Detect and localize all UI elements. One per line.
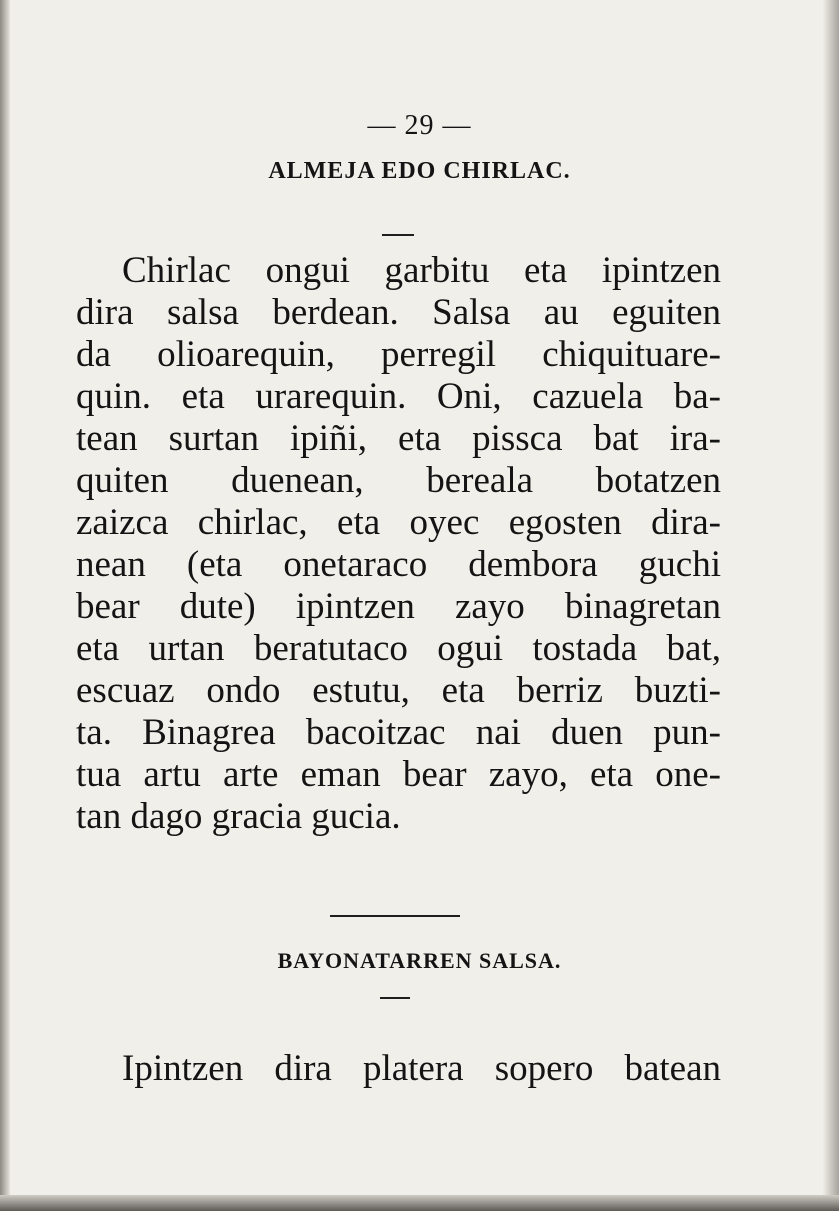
text-line: nean (eta onetaraco dembora guchi [76, 544, 721, 585]
text-line: tan dago gracia gucia. [76, 796, 401, 837]
text-line: escuaz ondo estutu, eta berriz buzti- [76, 670, 721, 711]
section-title-almeja: ALMEJA EDO CHIRLAC. [268, 158, 571, 184]
section-title-bayonatarren: BAYONATARREN SALSA. [277, 948, 562, 973]
page-number: — 29 — [367, 110, 472, 141]
text-line: da olioarequin, perregil chiquituare- [76, 334, 721, 375]
section-divider-rule [330, 915, 460, 917]
text-line: quin. eta urarequin. Oni, cazuela ba- [76, 376, 721, 417]
section-body-almeja [76, 250, 721, 838]
text-line: Ipintzen dira platera sopero batean [122, 1048, 721, 1089]
text-line: eta urtan beratutaco ogui tostada bat, [76, 628, 721, 669]
text-line: quiten duenean, bereala botatzen [76, 460, 721, 501]
text-line: bear dute) ipintzen zayo binagretan [76, 586, 721, 627]
text-line: Chirlac ongui garbitu eta ipintzen [122, 250, 721, 291]
text-line: dira salsa berdean. Salsa au eguiten [76, 292, 721, 333]
section-body-bayonatarren [76, 1048, 721, 1090]
title-divider-rule [382, 234, 414, 236]
text-line: zaizca chirlac, eta oyec egosten dira- [76, 502, 721, 543]
text-line: tean surtan ipiñi, eta pissca bat ira- [76, 418, 721, 459]
text-line: tua artu arte eman bear zayo, eta one- [76, 754, 721, 795]
title-divider-rule [380, 997, 410, 999]
text-line: ta. Binagrea bacoitzac nai duen pun- [76, 712, 721, 753]
page-edge-bottom [0, 1195, 839, 1211]
